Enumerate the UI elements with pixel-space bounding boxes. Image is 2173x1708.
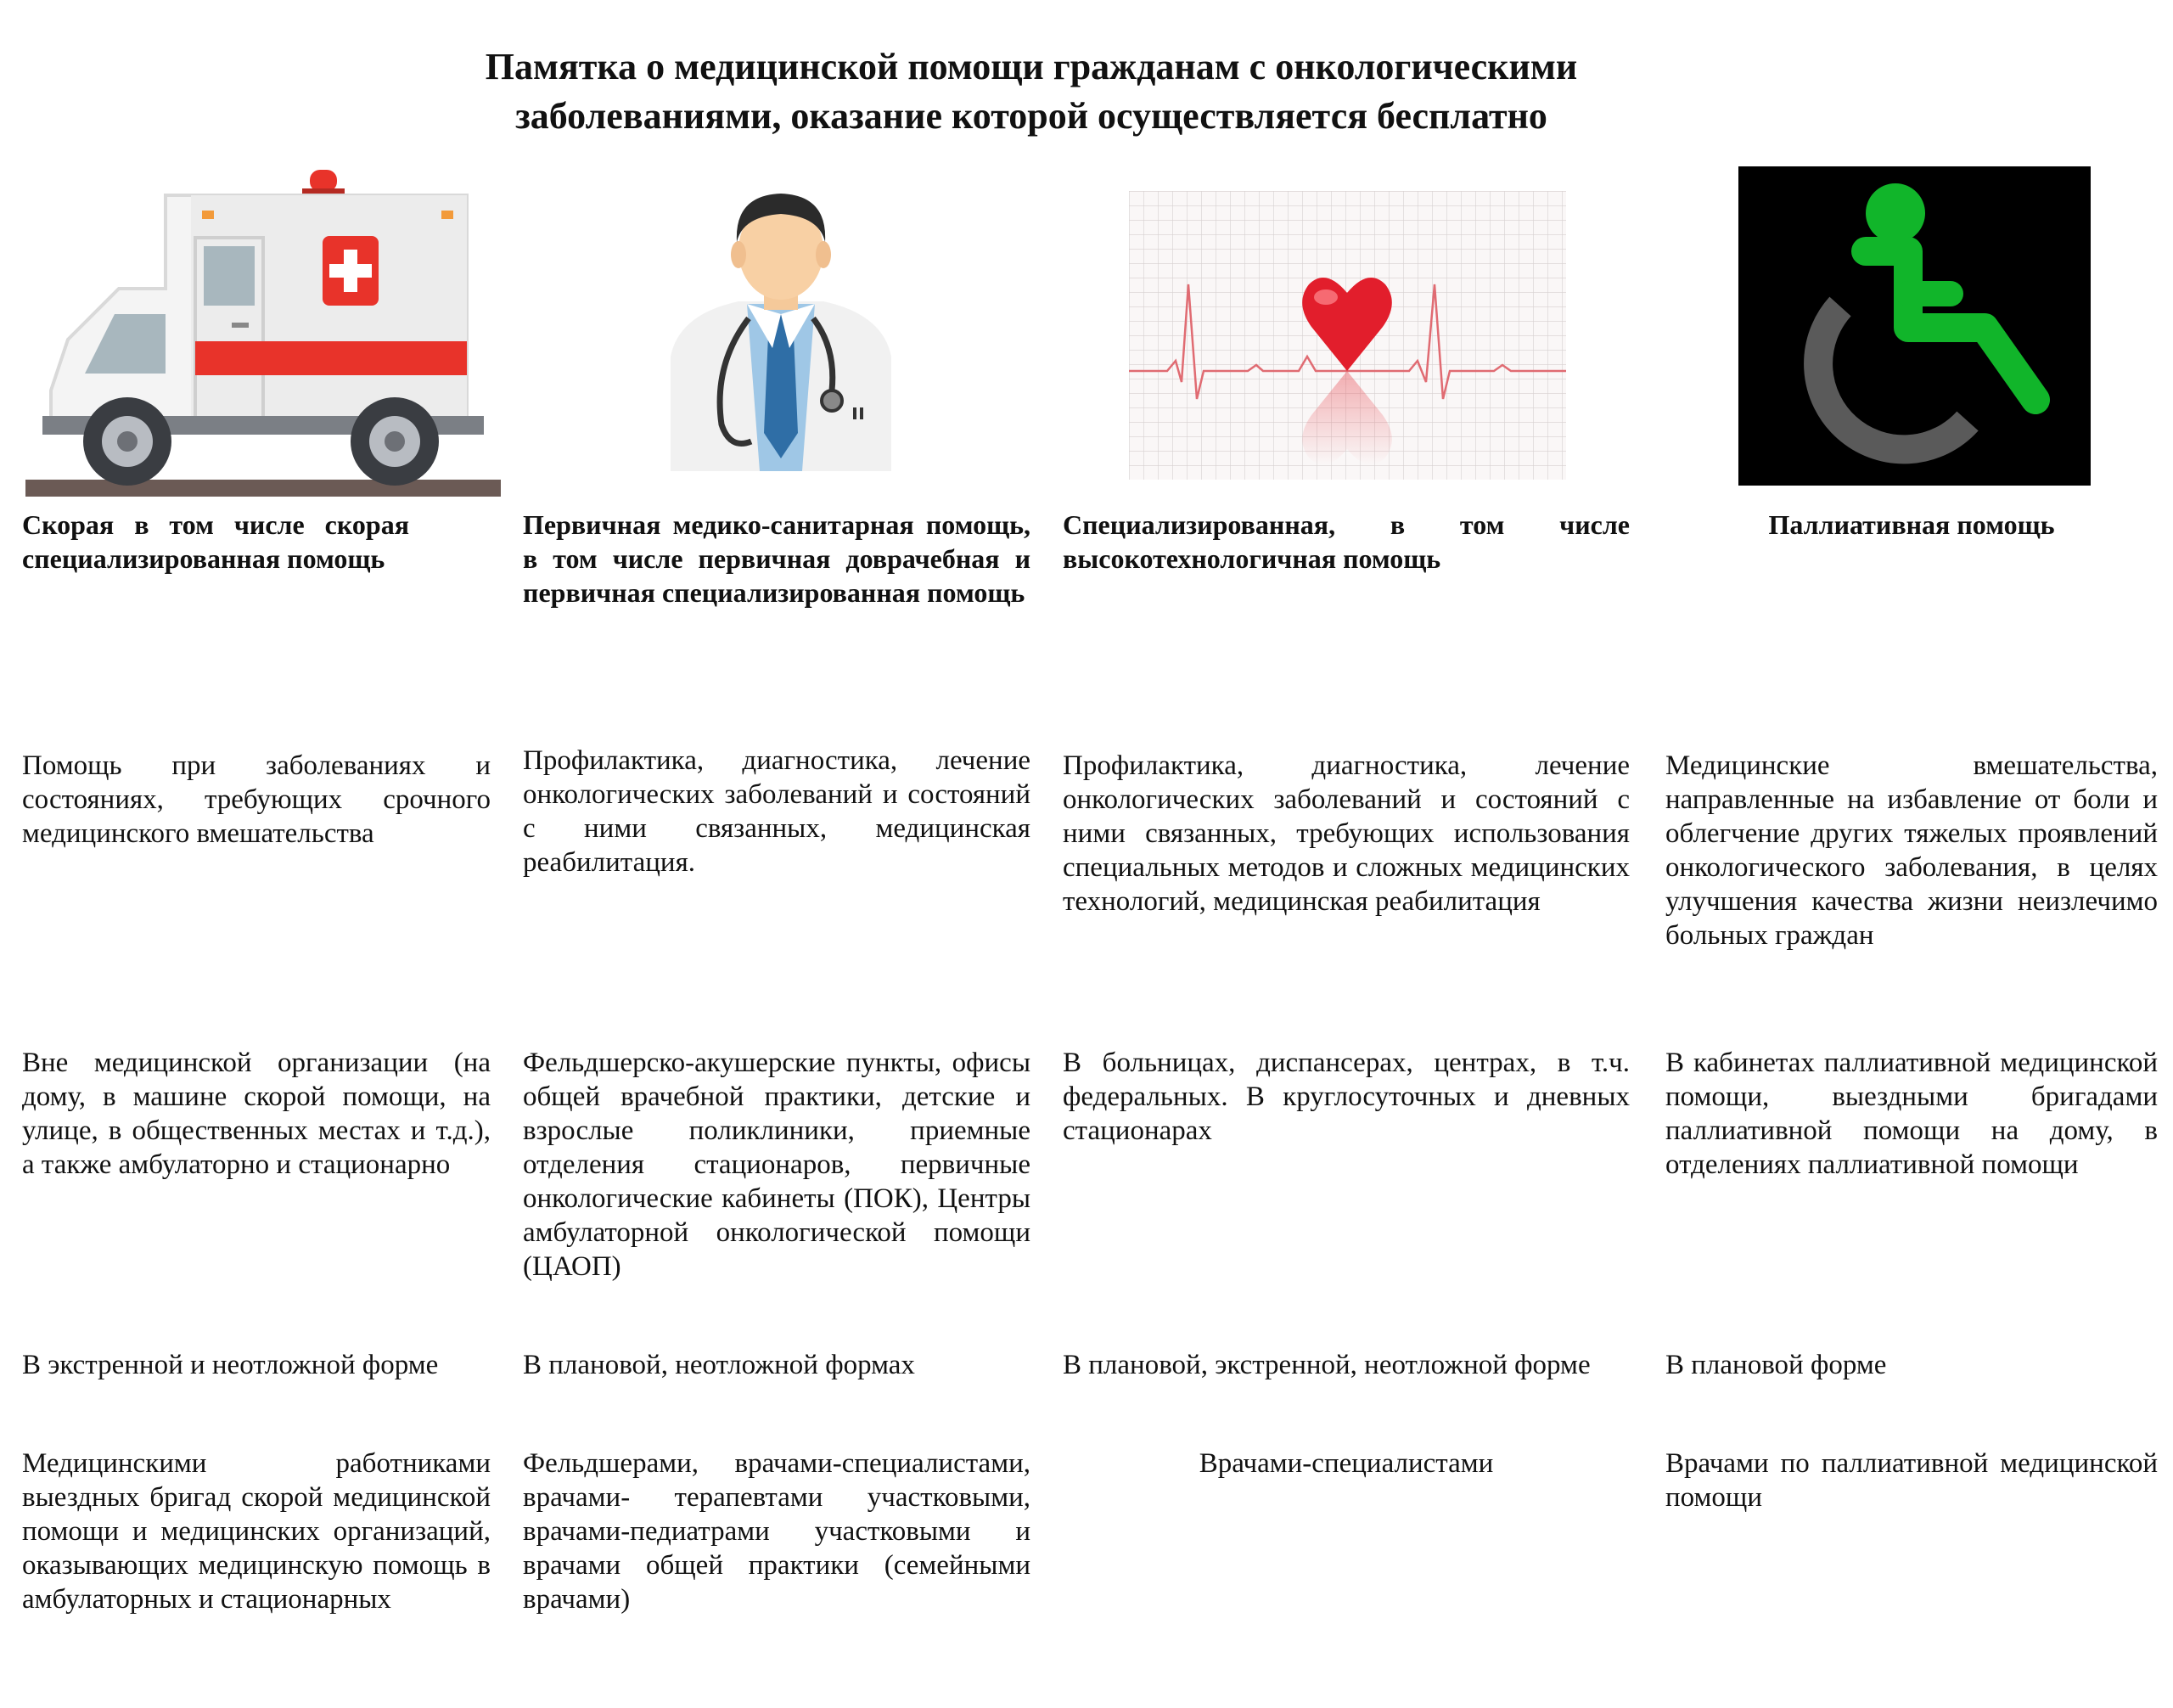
col1-type: Скорая в том числе скорая специализированная помощь	[22, 509, 409, 574]
page-title	[0, 42, 2063, 141]
col1-where: Вне медицинской организации (на дому, в машине скорой помощи, на улице, в общественных местах и т.д.), а также амбулаторно и стационарно	[22, 1048, 491, 1180]
title-line-1: Памятка о медицинской помощи гражданам с онкологическими	[485, 46, 1578, 87]
col1-form: В экстренной и неотложной форме	[22, 1350, 439, 1380]
col2-form: В плановой, неотложной формах	[523, 1350, 915, 1380]
wheelchair-icon	[1738, 166, 2091, 486]
col1-description: Помощь при заболеваниях и состояниях, требующих срочного медицинского вмешательства	[22, 750, 491, 849]
col2-who: Фельдшерами, врачами-специалистами, врачами- терапевтами участковыми, врачами-педиатрами участковыми и врачами общей практики (семейными врачами)	[523, 1448, 1030, 1615]
col3-description: Профилактика, диагностика, лечение онкологических заболеваний и состояний с ними связанных, требующих использования специальных методов и сложных медицинских технологий, медицинская реабилитация	[1063, 750, 1630, 917]
col3-who: Врачами-специалистами	[1199, 1448, 1494, 1479]
col2-description: Профилактика, диагностика, лечение онкологических заболеваний и состояний с ними связанных, медицинская реабилитация.	[523, 745, 1030, 878]
col2-where: Фельдшерско-акушерские пункты, офисы общей врачебной практики, детские и взрослые поликлиники, приемные отделения стационаров, первичные онкологические кабинеты (ПОК), Центры амбулаторной онкологической помощи (ЦАОП)	[523, 1048, 1030, 1282]
col3-where: В больницах, диспансерах, центрах, в т.ч. федеральных. В круглосуточных и дневных стационарах	[1063, 1048, 1630, 1146]
col4-where: В кабинетах паллиативной медицинской помощи, выездными бригадами паллиативной помощи на дому, в отделениях паллиативной помощи	[1665, 1048, 2158, 1180]
doctor-icon	[654, 178, 908, 471]
col1-who: Медицинскими работниками выездных бригад скорой медицинской помощи и медицинских организаций, оказывающих медицинскую помощь в амбулаторных и стационарных	[22, 1448, 491, 1615]
col4-form: В плановой форме	[1665, 1350, 1887, 1380]
title-line-2: заболеваниями, оказание которой осуществляется бесплатно	[515, 95, 1547, 137]
col4-description: Медицинские вмешательства, направленные на избавление от боли и облегчение других тяжелых проявлений онкологического заболевания, в целях улучшения качества жизни неизлечимо больных граждан	[1665, 750, 2158, 951]
col3-form: В плановой, экстренной, неотложной форме	[1063, 1350, 1591, 1380]
heart-ecg-icon	[1129, 191, 1566, 480]
col2-type: Первичная медико-санитарная помощь, в том числе первичная доврачебная и первичная специализированная помощь	[523, 509, 1030, 608]
ambulance-icon	[25, 161, 501, 497]
col4-who: Врачами по паллиативной медицинской помощи	[1665, 1448, 2158, 1513]
col3-type: Специализированная, в том числе высокотехнологичная помощь	[1063, 509, 1630, 574]
col4-type: Паллиативная помощь	[1768, 509, 2055, 540]
